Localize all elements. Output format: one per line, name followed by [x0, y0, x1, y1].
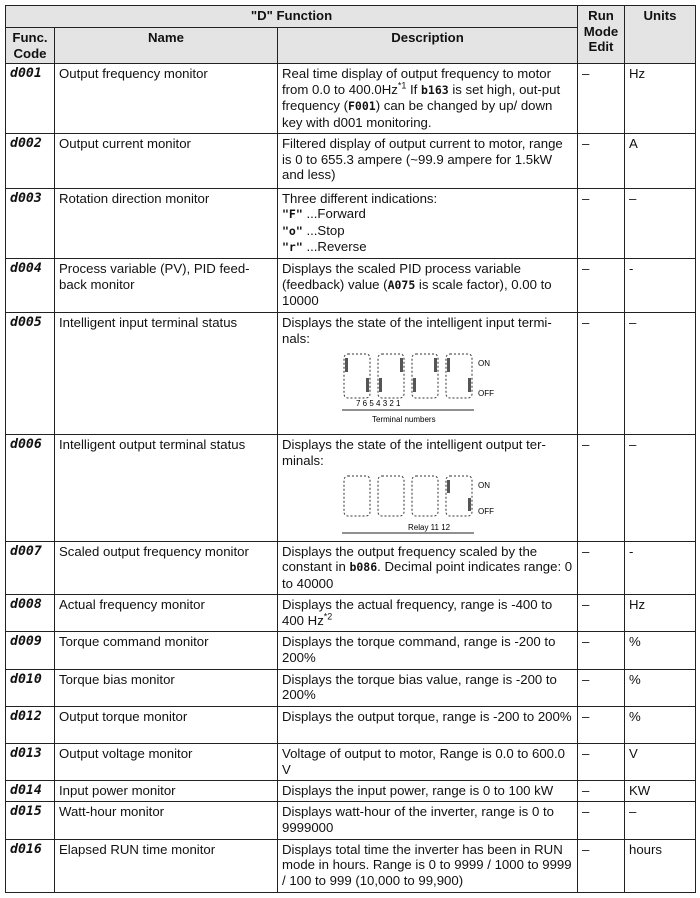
table-row	[6, 313, 696, 435]
row-name: Output current monitor	[55, 134, 278, 188]
terminal-numbers: 7 6 5 4 3 2 1	[356, 399, 401, 409]
units-value: Hz	[625, 64, 696, 134]
run-mode-value: –	[578, 669, 625, 706]
desc-text: Displays the state of the intelligent output ter-minals:	[282, 437, 546, 468]
table-row	[6, 188, 696, 258]
segment-on	[434, 358, 437, 372]
row-name: Intelligent input terminal status	[55, 313, 278, 435]
func-code: d003	[6, 188, 55, 258]
desc-text: If	[406, 81, 421, 97]
run-mode-value: –	[578, 802, 625, 839]
func-code: d010	[6, 669, 55, 706]
units-value: V	[625, 744, 696, 781]
units-value: -	[625, 541, 696, 594]
table-row	[6, 259, 696, 313]
row-name: Output frequency monitor	[55, 64, 278, 134]
table-row	[6, 781, 696, 802]
indication-symbol: "o"	[282, 223, 303, 238]
run-mode-value: –	[578, 595, 625, 632]
table-row	[6, 595, 696, 632]
row-description	[278, 188, 578, 258]
row-description	[278, 64, 578, 134]
units-header: Units	[625, 6, 696, 64]
indication-forward	[282, 206, 573, 223]
segment-on	[447, 480, 450, 493]
desc-text: Displays the actual frequency, range is -400 to 400 Hz	[282, 597, 553, 628]
terminal-caption: Terminal numbers	[372, 415, 436, 425]
row-name: Process variable (PV), PID feed-back monitor	[55, 259, 278, 313]
units-value: –	[625, 435, 696, 542]
indication-stop	[282, 223, 573, 240]
param-code: F001	[347, 99, 376, 113]
table-row	[6, 435, 696, 542]
row-description	[278, 435, 578, 542]
func-code: d005	[6, 313, 55, 435]
desc-text: Displays the scaled PID process variable (feedback) value (	[282, 261, 521, 292]
table-row	[6, 839, 696, 892]
input-terminal-diagram	[342, 350, 512, 428]
footnote-ref: *2	[323, 611, 333, 622]
units-value: –	[625, 313, 696, 435]
desc-text: is scale factor), 0.00 to 10000	[282, 276, 552, 309]
segment-off	[468, 498, 471, 511]
run-mode-value: –	[578, 632, 625, 669]
units-value: KW	[625, 781, 696, 802]
indication-reverse	[282, 239, 573, 256]
indication-label: ...Stop	[302, 222, 345, 238]
group-title: "D" Function	[6, 6, 578, 28]
row-name: Output voltage monitor	[55, 744, 278, 781]
indication-label: ...Reverse	[302, 239, 367, 255]
row-description	[278, 541, 578, 594]
param-code: b163	[421, 82, 449, 97]
units-value: A	[625, 134, 696, 188]
run-mode-value: –	[578, 313, 625, 435]
run-mode-value: –	[578, 188, 625, 258]
indication-symbol: "r"	[282, 240, 303, 255]
func-code: d007	[6, 541, 55, 594]
run-mode-value: –	[578, 781, 625, 802]
row-description: Displays watt-hour of the inverter, range is 0 to 9999000	[278, 802, 578, 839]
units-value: Hz	[625, 595, 696, 632]
row-name: Watt-hour monitor	[55, 802, 278, 839]
func-code: d016	[6, 839, 55, 892]
run-mode-value: –	[578, 435, 625, 542]
output-terminal-diagram	[342, 472, 512, 538]
indication-symbol: "F"	[282, 207, 303, 222]
segment-on	[345, 358, 348, 372]
description-header: Description	[278, 28, 578, 64]
units-value: %	[625, 632, 696, 669]
desc-text: Three different indications:	[282, 190, 438, 206]
row-description: Displays the torque bias value, range is -200 to 200%	[278, 669, 578, 706]
func-code: d006	[6, 435, 55, 542]
name-header: Name	[55, 28, 278, 64]
func-code: d001	[6, 64, 55, 134]
row-name: Elapsed RUN time monitor	[55, 839, 278, 892]
table-row	[6, 134, 696, 188]
row-name: Torque command monitor	[55, 632, 278, 669]
on-label: ON	[478, 481, 490, 491]
param-code: b086	[349, 560, 378, 575]
row-description	[278, 259, 578, 313]
table-row	[6, 744, 696, 781]
units-value: %	[625, 706, 696, 743]
table-row	[6, 802, 696, 839]
run-mode-edit-label: Run Mode Edit	[583, 8, 619, 54]
relay-label: Relay 11 12	[408, 523, 451, 533]
off-label: OFF	[478, 507, 494, 517]
desc-text: is set high, out-put frequency (	[282, 81, 561, 113]
units-value: –	[625, 188, 696, 258]
on-label: ON	[478, 359, 490, 369]
desc-text: ) can be changed by up/ down key with d001 monitoring.	[282, 98, 553, 130]
func-code: d015	[6, 802, 55, 839]
segment-off	[468, 378, 471, 392]
func-code: d004	[6, 259, 55, 313]
row-description	[278, 313, 578, 435]
segment-on	[400, 358, 403, 372]
func-code: d002	[6, 134, 55, 188]
func-code: d014	[6, 781, 55, 802]
func-code: d008	[6, 595, 55, 632]
units-value: hours	[625, 839, 696, 892]
row-name: Input power monitor	[55, 781, 278, 802]
row-name: Output torque monitor	[55, 706, 278, 743]
run-mode-value: –	[578, 134, 625, 188]
desc-text: Displays the output frequency scaled by the constant in	[282, 543, 538, 575]
row-description: Voltage of output to motor, Range is 0.0 to 600.0 V	[278, 744, 578, 781]
footnote-ref: *1	[397, 80, 407, 91]
row-description: Displays the torque command, range is -200 to 200%	[278, 632, 578, 669]
run-mode-value: –	[578, 259, 625, 313]
units-value: %	[625, 669, 696, 706]
row-description: Displays the output torque, range is -200 to 200%	[278, 706, 578, 743]
row-description: Displays the input power, range is 0 to 100 kW	[278, 781, 578, 802]
run-mode-value: –	[578, 839, 625, 892]
segment-off	[379, 378, 382, 392]
func-code: d009	[6, 632, 55, 669]
table-row	[6, 541, 696, 594]
indication-label: ...Forward	[302, 206, 366, 222]
run-mode-edit-header	[578, 6, 625, 64]
units-value: –	[625, 802, 696, 839]
row-name: Scaled output frequency monitor	[55, 541, 278, 594]
d-function-table	[5, 5, 696, 893]
table-row	[6, 706, 696, 743]
desc-text: Displays the state of the intelligent input termi-nals:	[282, 315, 552, 346]
table-row	[6, 632, 696, 669]
run-mode-value: –	[578, 64, 625, 134]
table-row	[6, 64, 696, 134]
row-name: Actual frequency monitor	[55, 595, 278, 632]
off-label: OFF	[478, 389, 494, 399]
func-code: d012	[6, 706, 55, 743]
desc-text: Real time display of output frequency to motor from 0.0 to 400.0Hz	[282, 66, 552, 97]
desc-text: . Decimal point indicates range: 0 to 40000	[282, 559, 573, 591]
segment-on	[447, 358, 450, 372]
segment-off	[366, 378, 369, 392]
func-code-header: Func. Code	[6, 28, 55, 64]
param-code: A075	[387, 277, 416, 292]
row-description: Filtered display of output current to motor, range is 0 to 655.3 ampere (~99.9 ampere for 1.5kW and less)	[278, 134, 578, 188]
units-value: -	[625, 259, 696, 313]
row-name: Torque bias monitor	[55, 669, 278, 706]
run-mode-value: –	[578, 706, 625, 743]
row-name: Rotation direction monitor	[55, 188, 278, 258]
row-description	[278, 595, 578, 632]
table-row	[6, 669, 696, 706]
run-mode-value: –	[578, 541, 625, 594]
func-code: d013	[6, 744, 55, 781]
run-mode-value: –	[578, 744, 625, 781]
segment-off	[413, 378, 416, 392]
row-name: Intelligent output terminal status	[55, 435, 278, 542]
row-description: Displays total time the inverter has been in RUN mode in hours. Range is 0 to 9999 / 1000 to 9999 / 100 to 999 (10,000 to 99,900)	[278, 839, 578, 892]
